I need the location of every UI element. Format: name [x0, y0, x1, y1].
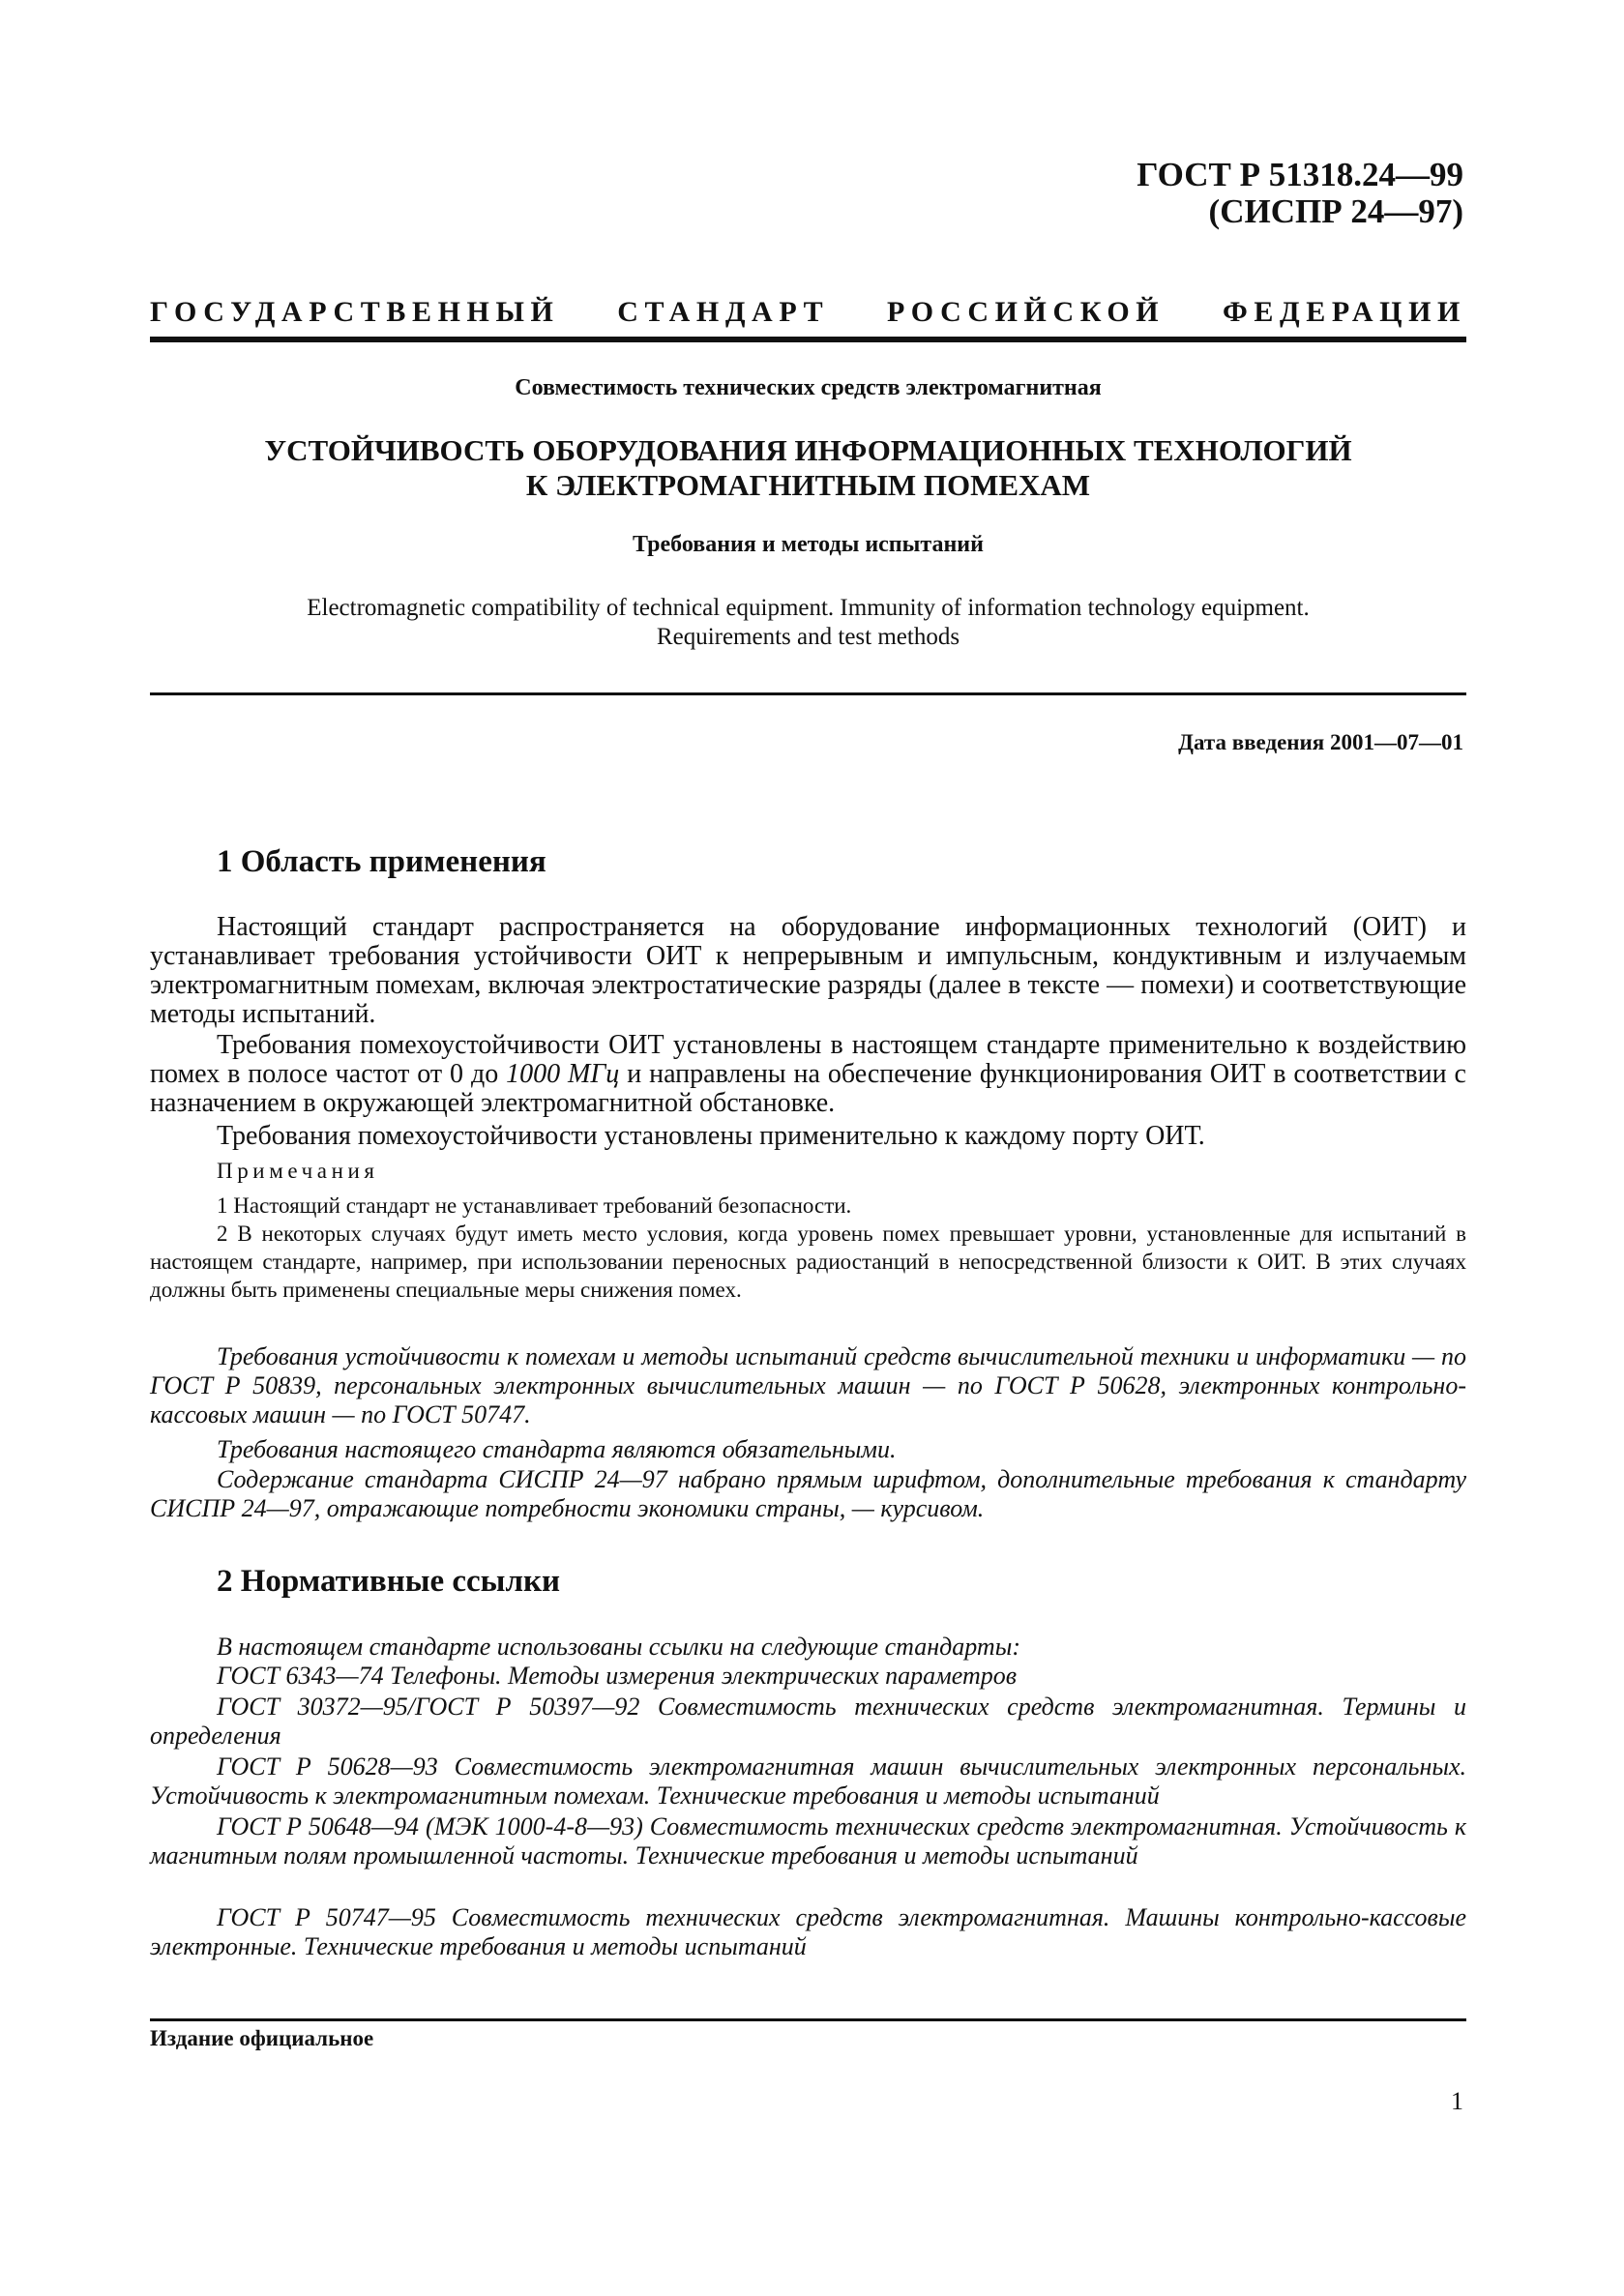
- italic-paragraph-1: Требования устойчивости к помехам и методы испытаний средств вычислительной техники и информатики — по ГОСТ Р 50839, персональных электронных вычислительных машин — по ГОСТ Р 50628, электронных контрольно-кассовых машин — по ГОСТ 50747.: [150, 1342, 1466, 1428]
- english-title: [150, 594, 1466, 652]
- reference-intro: В настоящем стандарте использованы ссылки на следующие стандарты:: [217, 1633, 1020, 1661]
- document-code-cispr: (СИСПР 24—97): [1208, 192, 1463, 230]
- reference-item: ГОСТ 30372—95/ГОСТ Р 50397—92 Совместимость технических средств электромагнитная. Термины и определения: [150, 1693, 1466, 1750]
- reference-item: ГОСТ 6343—74 Телефоны. Методы измерения электрических параметров: [217, 1662, 1018, 1690]
- section-1-heading: 1 Область применения: [217, 844, 546, 879]
- standard-banner: ГОСУДАРСТВЕННЫЙ СТАНДАРТ РОССИЙСКОЙ ФЕДЕРАЦИИ: [150, 296, 1466, 328]
- notes-label: Примечания: [217, 1159, 379, 1183]
- banner-rule: [150, 337, 1466, 342]
- main-title-line1: УСТОЙЧИВОСТЬ ОБОРУДОВАНИЯ ИНФОРМАЦИОННЫХ ТЕХНОЛОГИЙ: [264, 433, 1352, 467]
- section-1-paragraph-1: Настоящий стандарт распространяется на оборудование информационных технологий (ОИТ) и устанавливает требования устойчивости ОИТ к непрерывным и импульсным, кондуктивным и излучаемым электромагнитным помехам, включая электростатические разряды (далее в тексте — помехи) и соответствующие методы испытаний.: [150, 912, 1466, 1029]
- footer-rule: [150, 2018, 1466, 2021]
- note-2: 2 В некоторых случаях будут иметь место условия, когда уровень помех превышает уровни, установленные для испытаний в настоящем стандарте, например, при использовании переносных радиостанций в непосредственной близости к ОИТ. В этих случаях должны быть применены специальные меры снижения помех.: [150, 1222, 1466, 1302]
- english-title-line1: Electromagnetic compatibility of technical equipment. Immunity of information technology equipment.: [307, 595, 1310, 621]
- paragraph-2-text-start: Требования помехоустойчивости ОИТ установлены в настоящем стандарте применительно к воздействию помех в полосе частот от 0 до: [150, 1030, 1466, 1089]
- italic-paragraph-2: Требования настоящего стандарта являются обязательными.: [217, 1435, 897, 1463]
- intro-date: Дата введения 2001—07—01: [1178, 730, 1463, 754]
- document-code-gost: ГОСТ Р 51318.24—99: [1137, 156, 1463, 193]
- section-1-paragraph-2: [150, 1031, 1466, 1118]
- reference-item: ГОСТ Р 50648—94 (МЭК 1000-4-8—93) Совместимость технических средств электромагнитная. Устойчивость к магнитным полям промышленной частоты. Технические требования и методы испытаний: [150, 1812, 1466, 1869]
- section-2-heading: 2 Нормативные ссылки: [217, 1564, 560, 1599]
- title-rule: [150, 692, 1466, 695]
- section-1-paragraph-3: Требования помехоустойчивости установлены применительно к каждому порту ОИТ.: [217, 1121, 1205, 1151]
- reference-item: ГОСТ Р 50628—93 Совместимость электромагнитная машин вычислительных электронных персональных. Устойчивость к электромагнитным помехам. Технические требования и методы испытаний: [150, 1752, 1466, 1810]
- subtitle-ru: Совместимость технических средств электромагнитная: [515, 375, 1102, 400]
- main-title: [150, 433, 1466, 503]
- note-1: 1 Настоящий стандарт не устанавливает требований безопасности.: [217, 1193, 852, 1218]
- main-title-line2: К ЭЛЕКТРОМАГНИТНЫМ ПОМЕХАМ: [525, 468, 1091, 502]
- reference-item: ГОСТ Р 50747—95 Совместимость технических средств электромагнитная. Машины контрольно-кассовые электронные. Технические требования и методы испытаний: [150, 1903, 1466, 1960]
- document-code: [1137, 157, 1463, 230]
- frequency-value: 1000 МГц: [506, 1059, 620, 1089]
- paragraph-2-text-end: и направлены на обеспечение функционирования ОИТ в соответствии с назначением в окружающей электромагнитной обстановке.: [150, 1059, 1466, 1118]
- english-title-line2: Requirements and test methods: [656, 624, 960, 650]
- official-edition-label: Издание официальное: [150, 2026, 374, 2050]
- italic-paragraph-3: Содержание стандарта СИСПР 24—97 набрано прямым шрифтом, дополнительные требования к стандарту СИСПР 24—97, отражающие потребности экономики страны, — курсивом.: [150, 1465, 1466, 1522]
- page-number: 1: [1451, 2087, 1463, 2115]
- title-subheading: Требования и методы испытаний: [633, 532, 984, 557]
